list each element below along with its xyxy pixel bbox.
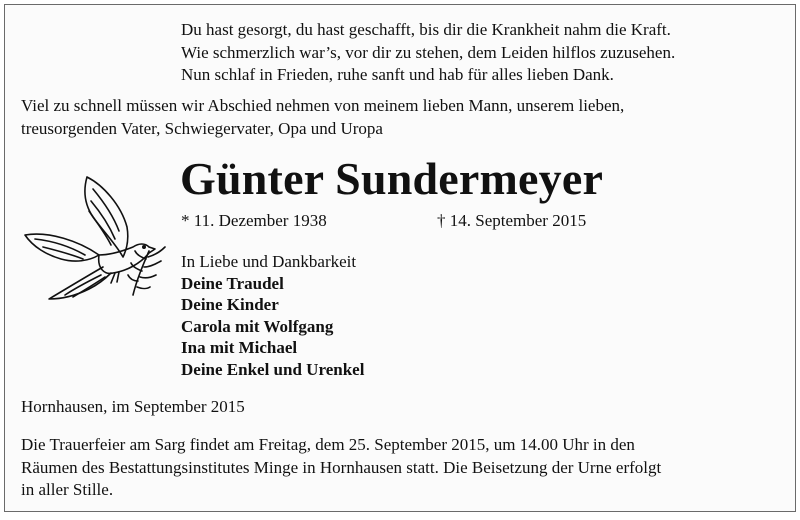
death-date: † 14. September 2015 [437, 211, 587, 230]
poem-line: Nun schlaf in Frieden, ruhe sanft und hab für alles lieben Dank. [181, 65, 614, 84]
intro-text [21, 95, 781, 140]
poem [181, 19, 675, 87]
funeral-line: Die Trauerfeier am Sarg findet am Freitag, dem 25. September 2015, um 14.00 Uhr in den [21, 435, 635, 454]
intro-line: Viel zu schnell müssen wir Abschied nehmen von meinem lieben Mann, unserem lieben, [21, 96, 625, 115]
intro-line: treusorgenden Vater, Schwiegervater, Opa und Uropa [21, 118, 383, 138]
obituary-notice [4, 4, 796, 512]
birth-date: * 11. Dezember 1938 [181, 211, 327, 230]
mourners-list [181, 251, 364, 381]
poem-line: Wie schmerzlich war’s, vor dir zu stehen, dem Leiden hilflos zuzusehen. [181, 42, 676, 62]
mourner-name: Deine Traudel [181, 273, 284, 293]
life-dates [181, 210, 587, 232]
mourner-name: Deine Enkel und Urenkel [181, 359, 365, 379]
mourner-name: Ina mit Michael [181, 338, 298, 358]
mourner-name: Carola mit Wolfgang [181, 316, 334, 336]
funeral-line: Räumen des Bestattungsinstitutes Minge in Hornhausen statt. Die Beisetzung der Urne erfolgt [21, 457, 662, 477]
mourners-heading: In Liebe und Dankbarkeit [181, 252, 357, 271]
poem-line: Du hast gesorgt, du hast geschafft, bis dir die Krankheit nahm die Kraft. [181, 20, 671, 39]
place-and-date: Hornhausen, im September 2015 [21, 397, 245, 416]
mourner-name: Deine Kinder [181, 295, 279, 315]
dove-with-olive-branch-icon [19, 171, 179, 307]
funeral-line: in aller Stille. [21, 480, 114, 499]
deceased-name: Günter Sundermeyer [180, 153, 604, 204]
funeral-details [21, 434, 786, 502]
